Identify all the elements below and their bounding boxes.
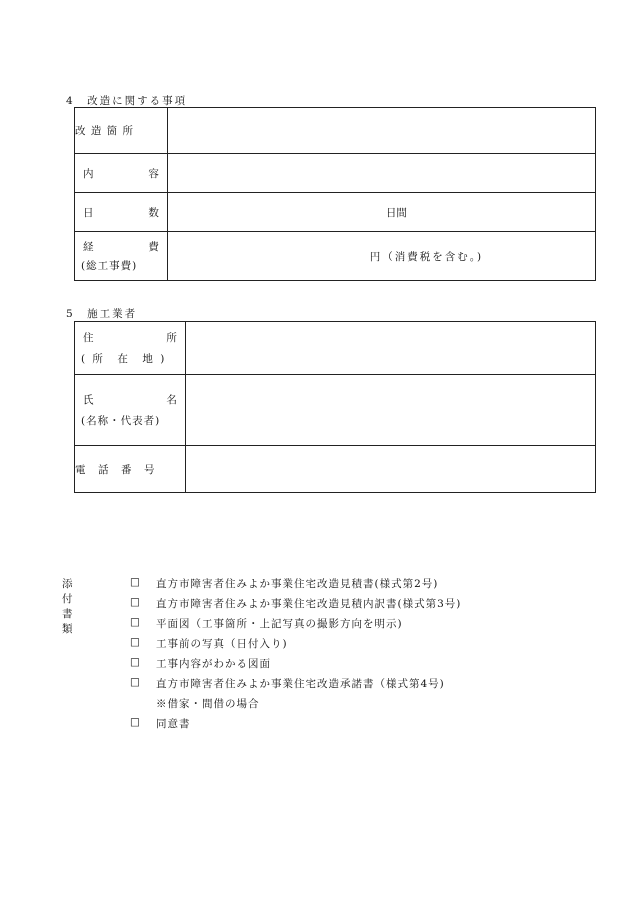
- input-naiyou[interactable]: [167, 154, 595, 193]
- label-naiyou: 内 容: [75, 154, 168, 193]
- checkbox[interactable]: □: [130, 576, 140, 588]
- checkbox[interactable]: □: [130, 636, 140, 648]
- checkbox[interactable]: □: [130, 656, 140, 668]
- section5-title: 5 施工業者: [66, 308, 138, 320]
- label-denwa: 電 話 番 号: [75, 446, 186, 493]
- row-keihi: [75, 232, 596, 281]
- unit-yen: 円（消費税を含む。): [369, 250, 484, 263]
- input-denwa[interactable]: [185, 446, 595, 493]
- row-kaizou-kasho: [75, 108, 596, 154]
- label-keihi: 経 費 (総工事費): [75, 232, 168, 281]
- section4-table: [74, 107, 596, 281]
- input-nissu[interactable]: [167, 193, 595, 232]
- row-jusho: [75, 322, 596, 375]
- unit-nikan: 日間: [385, 206, 407, 219]
- label-kaizou-kasho: 改 造 箇 所: [75, 108, 168, 154]
- label-jusho: 住 所 ( 所 在 地 ): [75, 322, 186, 375]
- input-jusho[interactable]: [185, 322, 595, 375]
- row-nissu: [75, 193, 596, 232]
- input-shimei[interactable]: [185, 375, 595, 446]
- row-shimei: [75, 375, 596, 446]
- checkbox[interactable]: □: [130, 676, 140, 688]
- input-kaizou-kasho[interactable]: [167, 108, 595, 154]
- checkbox[interactable]: □: [130, 596, 140, 608]
- row-denwa: [75, 446, 596, 493]
- section4-title: 4 改造に関する事項: [66, 95, 188, 107]
- row-naiyou: [75, 154, 596, 193]
- label-shimei: 氏 名 (名称・代表者): [75, 375, 186, 446]
- attachments-label: 添付書類: [62, 578, 75, 635]
- checkbox[interactable]: □: [130, 616, 140, 628]
- section5-table: [74, 321, 596, 493]
- checkbox[interactable]: □: [130, 716, 140, 728]
- label-nissu: 日 数: [75, 193, 168, 232]
- input-keihi[interactable]: [167, 232, 595, 281]
